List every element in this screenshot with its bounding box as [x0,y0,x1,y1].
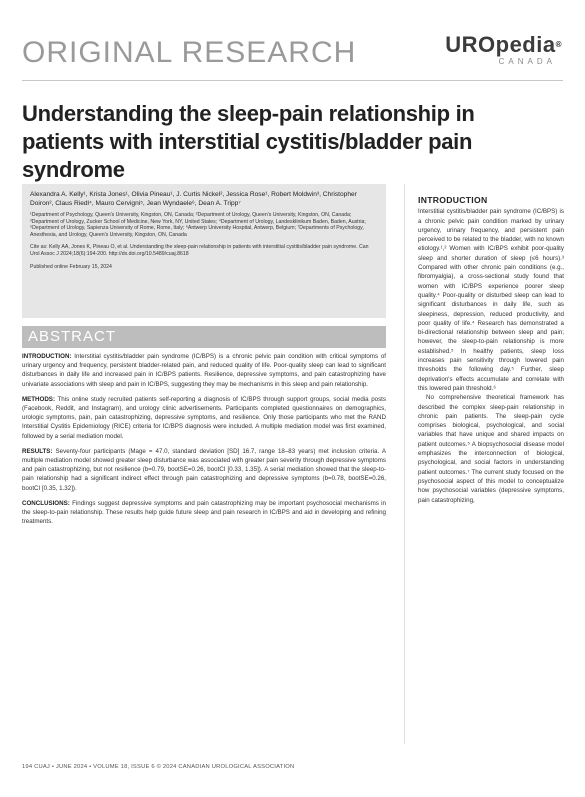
section-label: ORIGINAL RESEARCH [22,36,357,69]
citation: Cite as: Kelly AA, Jones K, Pineau O, et al. Understanding the sleep-pain relationship in patients with interstitial cystitis/bladder pain syndrome. Can Urol Assoc J 2024;18(6):194-200. http://dx.doi.org/10.5489/cuaj.8618 [30,244,369,257]
author-box [22,184,386,318]
logo-subtitle: CANADA [498,57,556,66]
published-date: Published online February 15, 2024 [30,263,112,270]
abstract-methods: METHODS: This online study recruited patients self-reporting a diagnosis of IC/BPS through support groups, social media posts (Facebook, Reddit, and Instagram), and urology clinic advertisements. Participants completed questionnaires on demographics, urologic symptoms, pain, pain catastrophizing, depressive symptoms, and resilience. Only those participants who met the RAND Interstitial Cystitis Epidemiology (RICE) criteria for IC/BPS diagnosis were included. A multiple mediation model was first examined, followed by a serial mediation model. [22,395,386,440]
abstract-conclusions: CONCLUSIONS: Findings suggest depressive symptoms and pain catastrophizing may be important psychosocial mechanisms in the sleep-to-pain relationship. These results help guide future sleep and pain research in IC/BPS and aid in developing and refining treatments. [22,499,386,526]
page-footer: 194 CUAJ • JUNE 2024 • VOLUME 18, ISSUE 6 © 2024 CANADIAN UROLOGICAL ASSOCIATION [22,764,295,770]
author-list: Alexandra A. Kelly¹, Krista Jones¹, Olivia Pineau¹, J. Curtis Nickel², Jessica Rose¹, Robert Moldwin³, Christopher Doiron², Claus Riedl⁴, Mauro Cervigni⁵, Jean Wyndaele⁶, Dean A. Tripp⁷ [30,191,357,207]
logo-wordmark: UROpedia® [445,32,562,57]
introduction-column [418,196,564,505]
journal-logo [420,34,562,66]
header-rule [22,80,563,81]
abstract-body [22,352,386,532]
abstract-heading: ABSTRACT [22,326,386,348]
introduction-heading: INTRODUCTION [418,195,488,205]
abstract-results: RESULTS: Seventy-four participants (Mage = 47.0, standard deviation [SD] 16.7, range 18–83 years) met inclusion criteria. A multiple mediation model showed greater sleep disturbance was associated with greater pain severity through depressive symptoms and pain catastrophizing, but not resilience (b=0.79, bootSE=0.26, bootCI [0.33, 1.35]). A serial mediation showed that the sleep-to-pain relationship had a significant indirect effect through pain catastrophizing and depressive symptoms (b=0.78, bootSE=0.26, bootCI [0.35, 1.32]). [22,447,386,492]
article-title: Understanding the sleep-pain relationship in patients with interstitial cystitis/bladder pain syndrome [22,101,475,182]
intro-paragraph-1: Interstitial cystitis/bladder pain syndrome (IC/BPS) is a chronic pelvic pain condition marked by urinary urgency, urinary frequency, and persistent pain perceived to be related to the bladder, with no known etiology.¹,² Women with IC/BPS exhibit poor-quality sleep and shorter duration of sleep (≤6 hours).³ Compared with other chronic pain conditions (e.g., fibromyalgia), a cross-sectional study found that women with IC/BPS experience poorer sleep quality.⁴ Poor-quality or disturbed sleep can lead to significant disturbances in daily life, such as sleepiness, depression, reduced productivity, and poor quality of life.⁴ Research has demonstrated a bi-directional relationship between sleep and pain; however, the sleep-to-pain relationship is more established.⁵ In healthy patients, sleep loss increases pain sensitivity through lowered pain thresholds the following day.⁵ Further, sleep deprivation's effects accumulate and correlate with this lowered pain threshold.⁶ [418,208,564,392]
affiliations: ¹Department of Psychology, Queen's University, Kingston, ON, Canada; ²Department of Urology, Queen's University, Kingston, ON, Canada; ³Department of Urology, Zucker School of Medicine, New York, NY, United States; ⁴Department of Urology, Landesklinikum Baden, Baden, Austria; ⁵Department of Urology, Sapienza University of Rome, Rome, Italy; ⁶Antwerp University Hospital, Antwerp, Belgium; ⁷Departments of Psychology, Anesthesia, and Urology, Queen's University, Kingston, ON, Canada [30,212,366,238]
abstract-introduction: INTRODUCTION: Interstitial cystitis/bladder pain syndrome (IC/BPS) is a chronic pelvic pain condition with critical symptoms of urinary urgency and frequency, persistent bladder-related pain, and reduced quality of life. Poor-quality sleep can lead to significant disturbances in daily life and increased pain in IC/BPS patients. Resilience, depressive symptoms, and pain catastrophizing have univariate associations with sleep and pain in IC/BPS, suggesting they may be mechanisms in this sleep and pain relationship. [22,353,386,388]
intro-paragraph-2: No comprehensive theoretical framework has described the complex sleep-pain relationship in chronic pain patients. The sleep-pain cycle comprises biological, psychological, and social variables that have unique and shared impacts on patient outcomes.⁵ A biopsychosocial disease model emphasizes the interconnection of biological, psychological, and social factors in understanding patient outcomes.⁷ The current study focused on the psychosocial aspect of this model to conceptualize how psychosocial variables (depressive symptoms, pain catastrophizing, [418,394,564,504]
column-divider [404,184,405,744]
